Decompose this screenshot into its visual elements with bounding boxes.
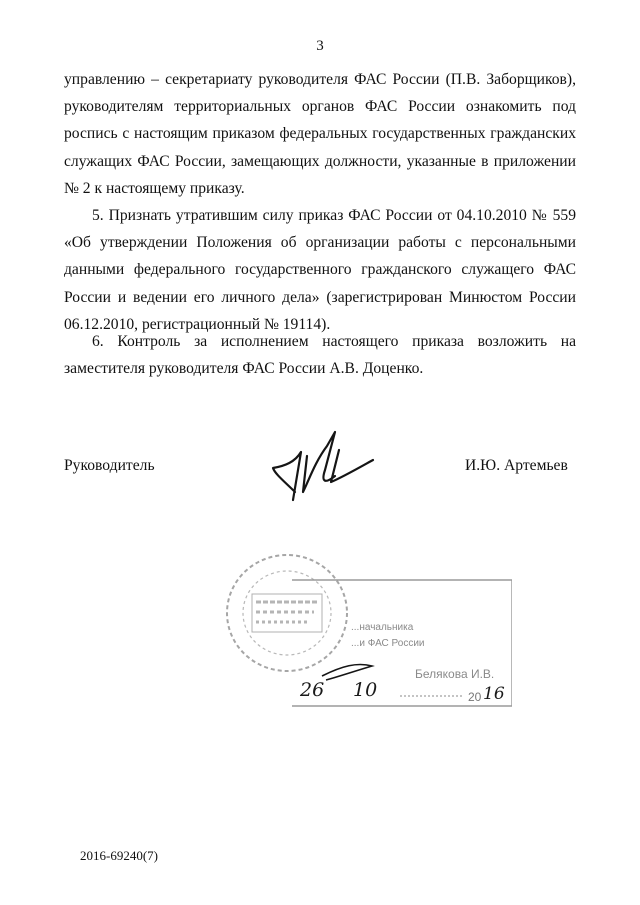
page-number: 3 — [316, 38, 324, 54]
handwritten-month: 10 — [353, 679, 378, 701]
handwritten-year: 16 — [483, 684, 505, 704]
signatory-name: И.Ю. Артемьев — [465, 457, 568, 474]
body-paragraph-5 — [64, 202, 576, 338]
paragraph-text: 6. Контроль за исполнением настоящего приказа возложить на заместителя руководителя ФАС России А.В. Доценко. — [64, 333, 576, 378]
stamp-line-1: ...начальника — [351, 622, 414, 633]
document-id: 2016-69240(7) — [80, 848, 158, 863]
stamp-year-prefix: 20 — [468, 690, 482, 704]
signatory-role: Руководитель — [64, 457, 155, 474]
body-paragraph-continued — [64, 66, 576, 202]
paragraph-text: управлению – секретариату руководителя ФАС России (П.В. Заборщиков), руководителям территориальных органов ФАС России ознакомить под роспись с настоящим приказом федеральных государственных гражданских служащих ФАС России, замещающих должности, указанные в приложении № 2 к настоящему приказу. — [64, 71, 576, 197]
stamp-name: Белякова И.В. — [415, 667, 495, 681]
handwritten-day: 26 — [300, 679, 325, 701]
body-paragraph-6 — [64, 328, 576, 382]
handwritten-signature — [255, 422, 375, 504]
stamp-line-2: ...и ФАС России — [351, 638, 425, 649]
paragraph-text: 5. Признать утратившим силу приказ ФАС России от 04.10.2010 № 559 «Об утверждении Положения об организации работы с персональными данными федерального государственного гражданского служащего ФАС России и ведении его личного дела» (зарегистрирован Минюстом России 06.12.2010, регистрационный № 19114). — [64, 207, 576, 333]
